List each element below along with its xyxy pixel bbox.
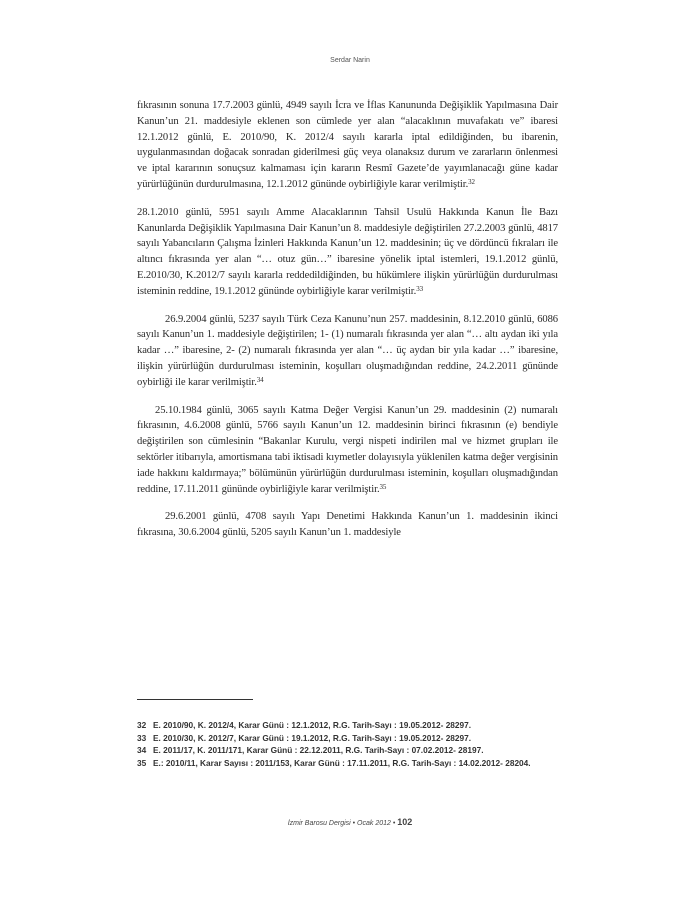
main-text [137,98,558,553]
footnote [137,719,558,732]
footnote-number: 33 [137,732,147,743]
footnote-ref: 34 [256,375,264,384]
footnote [137,757,558,770]
footnote-number: 34 [137,745,147,755]
footnote [137,732,558,745]
paragraph: fıkrasının sonuna 17.7.2003 günlü, 4949 sayılı İcra ve İflas Kanununda Değişiklik Yapılmasına Dair Kanun’un 21. maddesiyle eklenen son cümlede yer alan “alacaklının muvafakatı ve” ibaresi 12.1.2012 günlü, E. 2010/90, K. 2012/4 sayılı kararla iptal edildiğinden, bu ibarenin, uygulanmasından doğacak sonradan giderilmesi güç veya olanaksız durum ve zararların önlenmesi ve iptal kararının sonuçsuz kalmaması için kararın Resmî Gazete’de yayımlanacağı güne kadar yürürlüğünün durdurulmasına, 12.1.2012 gününde oybirliğiyle karar verilmiştir.$^{32}$ [137,100,558,190]
footnote-ref: 35 [379,482,387,491]
footnote-ref: 33 [416,284,423,293]
footnotes [137,719,558,769]
footnote-text: E. 2010/90, K. 2012/4, Karar Günü : 12.1.2012, R.G. Tarih-Sayı : 19.05.2012- 28297. [153,720,472,730]
footnote-text: E.: 2010/11, Karar Sayısı : 2011/153, Karar Günü : 17.11.2011, R.G. Tarih-Sayı : 14.02.2012- 28204. [153,757,531,768]
page-footer [0,817,700,827]
footnote-number: 35 [137,757,147,768]
paragraph: 28.1.2010 günlü, 5951 sayılı Amme Alacaklarının Tahsil Usulü Hakkında Kanun İle Bazı Kanunlarda Değişiklik Yapılmasına Dair Kanun’un 8. maddesiyle değiştirilen 27.2.2003 günlü, 4817 sayılı Yabancıların Çalışma İzinleri Hakkında Kanun’un 12. maddesinin; üç ve dördüncü fıkraları ile altıncı fıkrasında yer alan “… otuz gün…” ibaresine yönelik iptal istemleri, 19.1.2012 günlü, E.2010/30, K.2012/7 sayılı kararla reddedildiğinden, bu hükümlere ilişkin yürürlüğün durdurulması isteminin reddine, 19.1.2012 gününde oybirliğiyle karar verilmiştir.$^{33}$ [137,206,558,297]
footnote-divider [137,699,253,700]
paragraph: 29.6.2001 günlü, 4708 sayılı Yapı Denetimi Hakkında Kanun’un 1. maddesinin ikinci fıkrasına, 30.6.2004 günlü, 5205 sayılı Kanun’un 1. maddesiyle [137,511,558,539]
footnote-text: E. 2011/17, K. 2011/171, Karar Günü : 22.12.2011, R.G. Tarih-Sayı : 07.02.2012- 28197. [153,745,484,755]
journal-name: İzmir Barosu Dergisi • Ocak 2012 • [287,820,396,827]
footnote-text: E. 2010/30, K. 2012/7, Karar Günü : 19.1.2012, R.G. Tarih-Sayı : 19.05.2012- 28297. [153,732,472,743]
running-header [0,57,700,64]
footnote-number: 32 [137,720,147,730]
page-number: 102 [397,817,413,827]
footnote [137,744,558,757]
author-name: Serdar Narin [330,57,370,64]
paragraph: 25.10.1984 günlü, 3065 sayılı Katma Değer Vergisi Kanun’un 29. maddesinin (2) numaralı fıkrasının, 4.6.2008 günlü, 5766 sayılı Kanun’un 12. maddesinin birinci fıkrasının (e) bendiyle değiştirilen son cümlesinin “Bakanlar Kurulu, vergi nispeti indirilen mal ve hizmet grupları ile sektörler itibarıyla, amortismana tabi iktisadi kıymetler dolayısıyla yüklenilen katma değer vergisinin iade hakkını kaldırmaya;” bölümünün yürürlüğün durdurulması isteminin, koşulları oluşmadığından reddine, 17.11.2011 gününde oybirliğiyle karar verilmiştir.$^{35}$ [137,404,558,495]
footnote-ref: 32 [468,177,475,186]
paragraph: 26.9.2004 günlü, 5237 sayılı Türk Ceza Kanunu’nun 257. maddesinin, 8.12.2010 günlü, 6086 sayılı Kanun’un 1. maddesiyle değiştirilen; 1- (1) numaralı fıkrasında yer alan “… altı aydan iki yıla kadar …” ibaresine, 2- (2) numaralı fıkrasında yer alan “… üç aydan bir yıla kadar …” ibaresine, ilişkin yürürlüğün durdurulması isteminin, koşulları oluşmadığından reddine, 24.2.2011 gününde oybirliği ile karar verilmiştir.$^{34}$ [137,313,558,388]
